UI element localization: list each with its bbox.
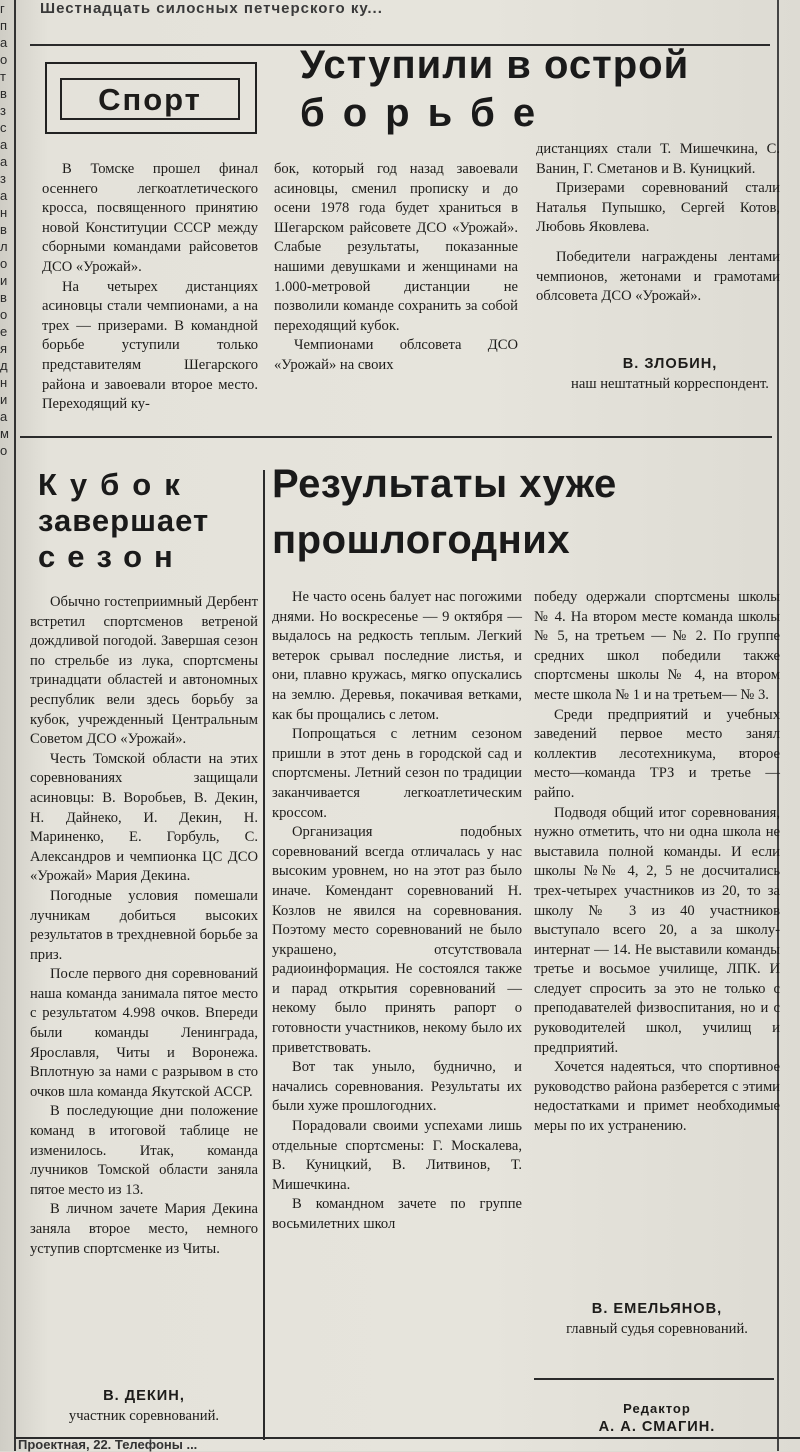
margin-fragment: д [0,358,8,373]
paragraph: Призерами соревнований стали Наталья Пупышко, Сергей Котов, Любовь Яковлева. [536,180,780,236]
author-role: участник соревнований. [68,1407,220,1424]
paragraph: бок, который год назад завоевали асиновцы, сменил прописку и до осени 1978 года будет храниться в Шегарском райсовете ДСО «Урожай». Слабые результаты, показанные нашими девушками и женщинами на 1.000-метровой дистанции не позволили команде сохранить за собой переходящий кубок. [274,161,518,334]
article1-column-3 [536,140,780,307]
left-border-rule [14,0,16,1451]
margin-fragment: а [0,35,8,50]
margin-fragment: а [0,154,8,169]
paragraph: Попрощаться с летним сезоном пришли в этот день в городской сад и спортсмены. Летний сезон по традиции заканчивается легкоатлетическим кроссом. [272,726,522,821]
paragraph: В Томске прошел финал осеннего легкоатлетического кросса, посвященного принятию новой Конституции СССР между сборными командами райсоветов ДСО «Урожай». [42,161,258,275]
paragraph: На четырех дистанциях асиновцы стали чемпионами, а на трех — призерами. В командной борьбе уступили только представителям Шегарского района и завоевали второе место. Переходящий ку- [42,278,258,413]
margin-fragment: а [0,137,8,152]
margin-fragment: з [0,103,6,118]
paragraph: Подводя общий итог соревнования, нужно отметить, что ни одна школа не выставила полной команды. И если школы №№ 4, 2, 5 не досчитались трех-четырех участников из 20, то за школу № 3 из 40 участников выступало всего 20, а за школу-интернат — 14. Не выставили команды третье и восьмое училище, ЛПК. И следует спросить за это не только с преподавателей физвоспитания, но и с руководителей школ, училищ и предприятий. [534,804,780,1056]
margin-fragment: в [0,86,7,101]
margin-fragment: п [0,18,8,33]
author-name: В. ЕМЕЛЬЯНОВ, [591,1301,723,1317]
margin-fragment: в [0,222,7,237]
paragraph: В последующие дни положение команд в итоговой таблице не изменилось. Итак, команда лучников Томской области заняла пятое место из 13. [30,1103,258,1198]
right-margin-strip [780,0,800,1451]
editor-name: А. А. СМАГИН. [598,1419,716,1435]
article1-signature [560,355,780,394]
margin-fragment: о [0,52,8,67]
margin-fragment: н [0,375,8,390]
editor-block [534,1400,780,1436]
margin-fragment: о [0,256,8,271]
paragraph: В командном зачете по группе восьмилетних школ [272,1196,522,1232]
article2-body [30,593,258,1259]
margin-fragment: а [0,409,8,424]
paragraph: Погодные условия помешали лучникам добиться высоких результатов в трехдневной борьбе за приз. [30,887,258,963]
margin-fragment: я [0,341,8,356]
margin-fragment: л [0,239,8,254]
paragraph: Победители награждены лентами чемпионов, жетонами и грамотами облсовета ДСО «Урожай». [536,248,780,305]
article1-column-2 [274,160,518,376]
article1-headline-line1: Уступили в острой [300,43,690,87]
article1-column-1 [42,160,258,415]
margin-fragment: и [0,273,8,288]
paragraph: победу одержали спортсмены школы № 4. На втором месте команда школы № 5, на третьем — № 2. По группе средних школ победили также спортсмены школы № 4, на втором месте школа № 1 и на третьем— № 3. [534,589,780,703]
paragraph: Чемпионами облсовета ДСО «Урожай» на своих [274,337,518,373]
margin-fragment: а [0,188,8,203]
margin-fragment: о [0,443,8,458]
column-separator [263,470,265,1440]
margin-fragment: с [0,120,7,135]
margin-fragment: з [0,171,6,186]
paragraph: Не часто осень балует нас погожими днями. Но воскресенье — 9 октября — выдалось на редкость теплым. Легкий ветерок срывал последние листья, и они, плавно кружась, мягко опускались на землю. Деревья, покачивая ветками, как бы прощались с летом. [272,589,522,723]
author-name: В. ЗЛОБИН, [622,356,718,372]
author-role: главный судья соревнований. [566,1320,748,1337]
paragraph: Организация подобных соревнований всегда отличалась у нас высоким уровнем, но на этот раз было иначе. Комендант соревнований Н. Козлов не явился на соревнования. Поэтому место соревнований не было украшено, отсутствовала радиоинформация. Не состоялся также и парад открытия соревнований — некому было принять рапорт о готовности участников, некому было их приветствовать. [272,824,522,1056]
author-name: В. ДЕКИН, [103,1388,185,1404]
paragraph: дистанциях стали Т. Мишечкина, С. Ванин, Г. Сметанов и В. Куницкий. [536,141,780,177]
article2-headline-line2: завершает [38,503,210,538]
article3-column-1 [272,588,522,1235]
article3-signature [534,1300,780,1339]
bottom-strip-text: Проектная, 22. Телефоны ... [18,1437,198,1452]
editor-label: Редактор [623,1401,691,1416]
paragraph: Порадовали своими успехами лишь отдельные спортсмены: Г. Москалева, В. Куницкий, В. Литвинов, Т. Мишечкина. [272,1118,522,1193]
left-margin-strip [0,0,14,1451]
paragraph: Вот так уныло, буднично, и начались соревнования. Результаты их были хуже прошлогодних. [272,1059,522,1115]
article3-headline-line2: прошлогодних [272,518,571,562]
article2-headline-line1: Кубок [38,467,193,502]
margin-fragment: е [0,324,8,339]
paragraph: В личном зачете Мария Декина заняла второе место, немного уступив спортсменке из Читы. [30,1201,258,1257]
article1-headline-line2: борьбе [300,91,554,135]
margin-fragment: и [0,392,8,407]
article2-signature [30,1387,258,1426]
author-role: наш нештатный корреспондент. [571,375,769,392]
margin-fragment: в [0,290,7,305]
paragraph: Обычно гостеприимный Дербент встретил спортсменов ветреной дождливой погодой. Завершая сезон по стрельбе из лука, спортсмены тринадцати областей и автономных республик вели здесь борьбу за кубок, учрежденный Центральным Советом ДСО «Урожай». [30,594,258,748]
paragraph: Честь Томской области на этих соревнованиях защищали асиновцы: В. Воробьев, В. Декин, Н. Дайнеко, И. Декин, Н. Мариненко, Е. Горбуль, С. Александров и чемпионка ЦС ДСО «Урожай» Мария Декина. [30,750,258,885]
margin-fragment: о [0,307,8,322]
margin-fragment: н [0,205,8,220]
paragraph: Среди предприятий и учебных заведений первое место занял коллектив лесотехникума, второе место—команда ТРЗ и третье — райпо. [534,706,780,801]
paragraph: После первого дня соревнований наша команда занимала пятое место с результатом 4.998 очков. Впереди были команды Ленинграда, Ярославля, Читы и Воронежа. Вплотную за нами с разрывом в сто очков шла команда Якутской АССР. [30,966,258,1100]
margin-fragment: м [0,426,9,441]
margin-fragment: т [0,69,6,84]
article3-headline-line1: Результаты хуже [272,462,617,506]
section-divider-rule [20,436,772,438]
article2-headline-line3: сезон [38,539,185,574]
paragraph: Хочется надеяться, что спортивное руководство района разберется с этими недостатками и примет необходимые меры по их устранению. [534,1059,780,1135]
editor-rule [534,1378,774,1380]
top-strip-text: Шестнадцать силосных петчерского ку... [40,0,383,17]
article3-column-2 [534,588,780,1137]
section-label: Спорт [60,78,240,120]
margin-fragment: г [0,1,5,16]
